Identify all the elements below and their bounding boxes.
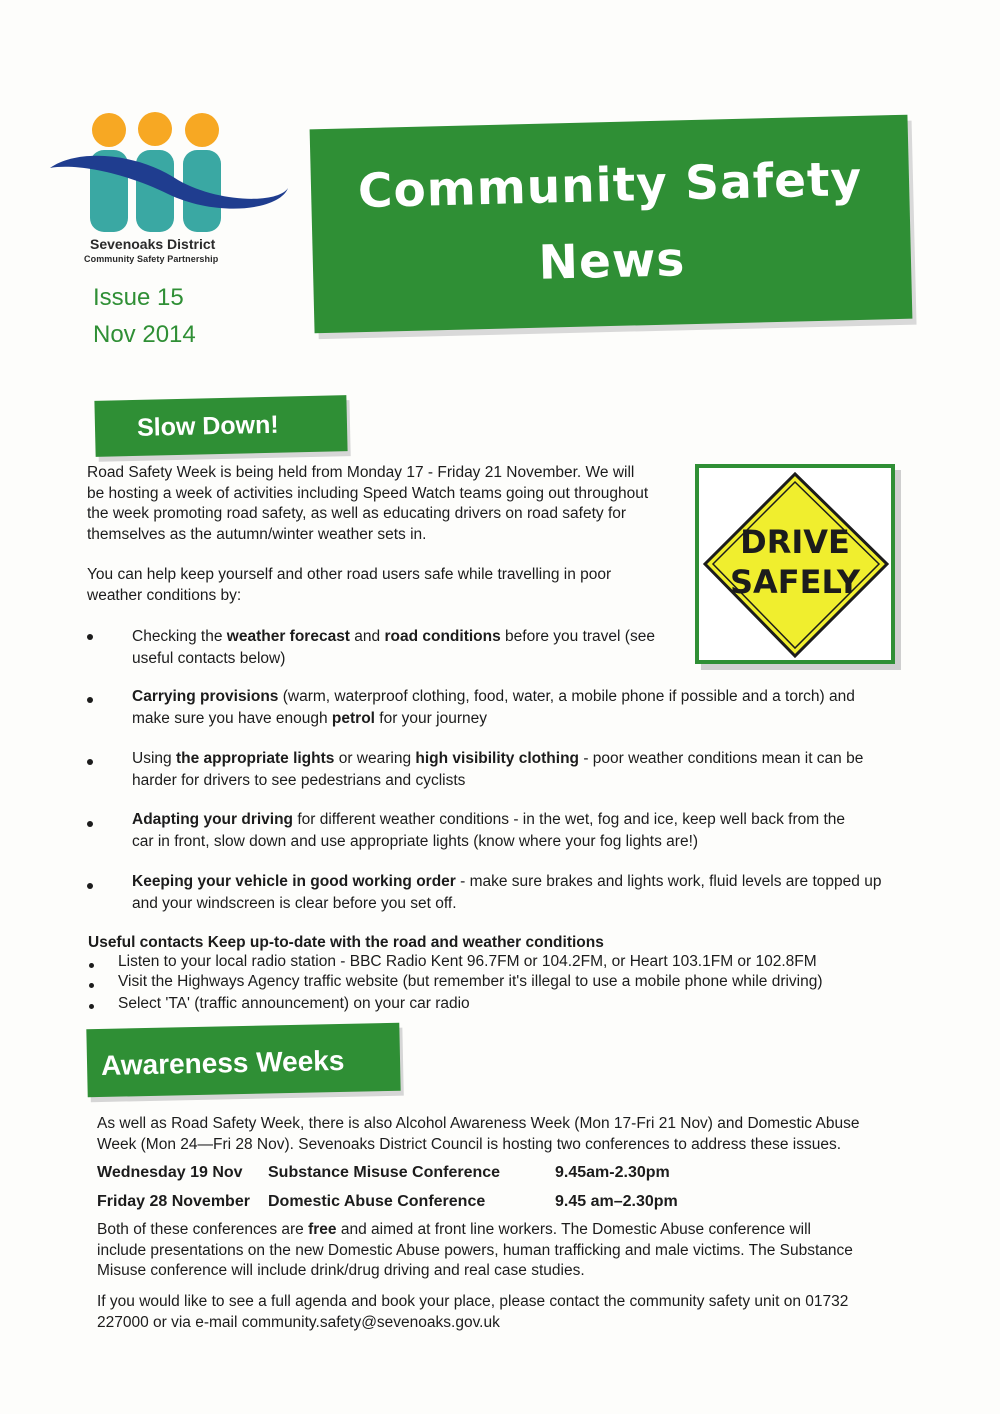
- issue-date: Nov 2014: [93, 321, 196, 348]
- bullet-dot: [87, 697, 93, 703]
- bullet-dot: [87, 759, 93, 765]
- section-heading-slow-down: [94, 395, 347, 457]
- intro-line: themselves as the autumn/winter weather sets in.: [87, 525, 427, 543]
- slow-down-intro: [87, 463, 687, 545]
- intro-line: As well as Road Safety Week, there is also Alcohol Awareness Week (Mon 17-Fri 21 Nov) and Domestic Abuse: [97, 1115, 860, 1132]
- masthead-title-line2: News: [537, 232, 686, 291]
- awareness-intro: [97, 1114, 937, 1155]
- section-heading-label: Slow Down!: [136, 410, 279, 442]
- logo-subtitle: Community Safety Partnership: [84, 254, 219, 264]
- bullet-dot: [89, 1004, 94, 1009]
- conference-name: Substance Misuse Conference: [268, 1164, 501, 1181]
- section-heading-label: Awareness Weeks: [100, 1044, 345, 1081]
- bullet-item: Checking the weather forecast and road conditions before you travel (see useful contacts below): [132, 628, 655, 667]
- contact-item: Listen to your local radio station - BBC Radio Kent 96.7FM or 104.2FM, or Heart 103.1FM or 102.8FM: [118, 953, 817, 970]
- partnership-logo: [48, 108, 298, 278]
- conference-time: 9.45am-2.30pm: [555, 1164, 670, 1181]
- details-line: Misuse conference will include drink/drug driving and real case studies.: [97, 1262, 585, 1279]
- logo-name: Sevenoaks District: [90, 236, 216, 252]
- contact-line: If you would like to see a full agenda and book your place, please contact the community safety unit on 01732: [97, 1293, 849, 1310]
- details-line: Both of these conferences are free and aimed at front line workers. The Domestic Abuse conference will: [97, 1221, 811, 1238]
- conference-date: Wednesday 19 Nov: [97, 1164, 243, 1181]
- section-heading-awareness-weeks: [86, 1023, 400, 1098]
- drive-safely-sign: [695, 464, 895, 664]
- masthead-title-line1: Community Safety: [357, 151, 863, 220]
- conference-time: 9.45 am–2.30pm: [555, 1193, 678, 1210]
- help-line: You can help keep yourself and other road users safe while travelling in poor: [87, 566, 612, 583]
- sign-text-safely: SAFELY: [729, 563, 861, 601]
- bullet-item: Carrying provisions (warm, waterproof clothing, food, water, a mobile phone if possible and a torch) and make sure you have enough petrol for your journey: [132, 688, 855, 727]
- bullet-dot: [87, 821, 93, 827]
- contact-line: 227000 or via e-mail community.safety@sevenoaks.gov.uk: [97, 1313, 500, 1331]
- conference-name: Domestic Abuse Conference: [268, 1193, 486, 1210]
- conference-details: [97, 1220, 957, 1282]
- bullet-item: Keeping your vehicle in good working order - make sure brakes and lights work, fluid levels are topped up and your windscreen is clear before you set off.: [132, 873, 882, 912]
- bullet-dot: [87, 883, 93, 889]
- contact-item: Visit the Highways Agency traffic website (but remember it's illegal to use a mobile phone while driving): [118, 973, 823, 990]
- masthead-banner: [310, 115, 913, 334]
- intro-line: Road Safety Week is being held from Monday 17 - Friday 21 November. We will: [87, 464, 635, 481]
- bullet-item: Adapting your driving for different weather conditions - in the wet, fog and ice, keep well back from the car in front, slow down and use appropriate lights (know where your fog lights are!): [132, 811, 846, 850]
- intro-line: be hosting a week of activities including Speed Watch teams going out throughout: [87, 484, 649, 502]
- bullet-dot: [89, 963, 94, 968]
- contact-item: Select 'TA' (traffic announcement) on your car radio: [118, 995, 470, 1012]
- sign-text-drive: DRIVE: [740, 523, 850, 561]
- bullet-item: Using the appropriate lights or wearing high visibility clothing - poor weather conditions mean it can be harder for drivers to see pedestrians and cyclists: [132, 750, 864, 789]
- intro-line: the week promoting road safety, as well as educating drivers on road safety for: [87, 505, 627, 522]
- booking-contact: [97, 1292, 957, 1333]
- slow-down-help: [87, 565, 687, 606]
- details-line: include presentations on the new Domestic Abuse powers, human trafficking and male victims. The Substance: [97, 1241, 853, 1259]
- bullet-dot: [87, 634, 93, 640]
- conference-date: Friday 28 November: [97, 1193, 250, 1210]
- bullet-dot: [89, 983, 94, 988]
- issue-number: Issue 15: [93, 284, 184, 311]
- help-line: weather conditions by:: [87, 586, 242, 604]
- logo-figures-icon: [48, 108, 298, 233]
- useful-contacts-heading: Useful contacts Keep up-to-date with the road and weather conditions: [88, 934, 604, 951]
- intro-line: Week (Mon 24—Fri 28 Nov). Sevenoaks District Council is hosting two conferences to address these issues.: [97, 1135, 842, 1153]
